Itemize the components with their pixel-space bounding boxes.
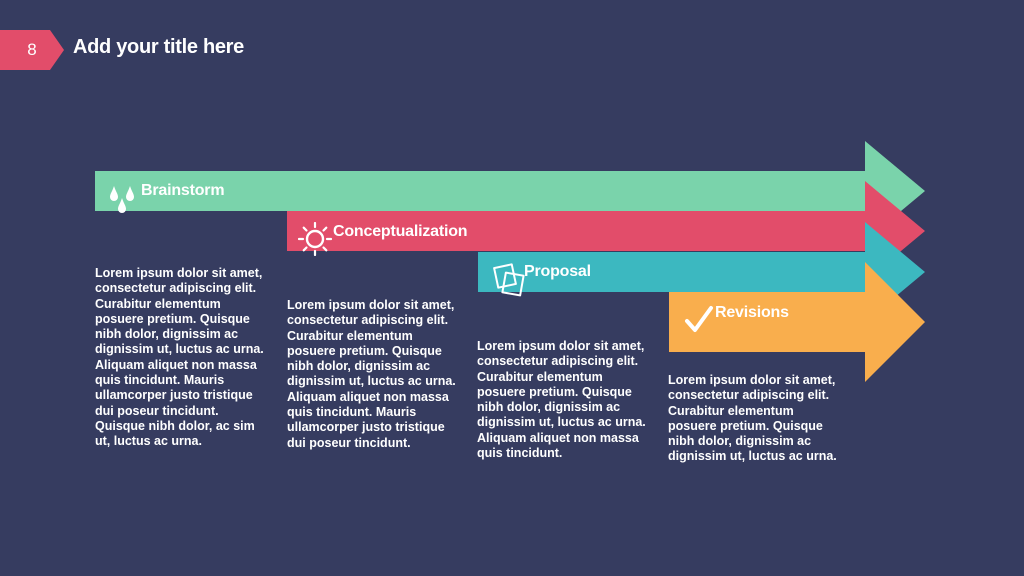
step-description-revisions: Lorem ipsum dolor sit amet, consectetur adipiscing elit. Curabitur elementum posuere pretium. Quisque nibh dolor, dignissim ac dignissim ut, luctus ac urna. (668, 373, 837, 464)
step-label-conceptualization: Conceptualization (333, 223, 468, 240)
sun-icon (298, 222, 332, 256)
slide-title[interactable]: Add your title here (73, 36, 244, 58)
documents-icon (492, 262, 528, 298)
step-description-brainstorm: Lorem ipsum dolor sit amet, consectetur adipiscing elit. Curabitur elementum posuere pretium. Quisque nibh dolor, dignissim ac dignissim ut, luctus ac urna. Aliquam aliquet non massa quis tincidunt. Mauris ullamcorper justo tristique dui poseur tincidunt. Quisque nibh dolor, ac sim ut, luctus ac urna. (95, 266, 264, 449)
step-description-conceptualization: Lorem ipsum dolor sit amet, consectetur adipiscing elit. Curabitur elementum posuere pretium. Quisque nibh dolor, dignissim ac dignissim ut, luctus ac urna. Aliquam aliquet non massa quis tincidunt. Mauris ullamcorper justo tristique dui poseur tincidunt. (287, 298, 456, 450)
water-drops-icon (106, 184, 138, 216)
checkmark-icon (684, 305, 714, 335)
step-label-revisions: Revisions (715, 304, 789, 321)
step-label-brainstorm: Brainstorm (141, 182, 225, 199)
step-description-proposal: Lorem ipsum dolor sit amet, consectetur adipiscing elit. Curabitur elementum posuere pretium. Quisque nibh dolor, dignissim ac dignissim ut, luctus ac urna. Aliquam aliquet non massa quis tincidunt. (477, 339, 646, 461)
step-label-proposal: Proposal (524, 263, 591, 280)
page-number: 8 (27, 40, 37, 59)
